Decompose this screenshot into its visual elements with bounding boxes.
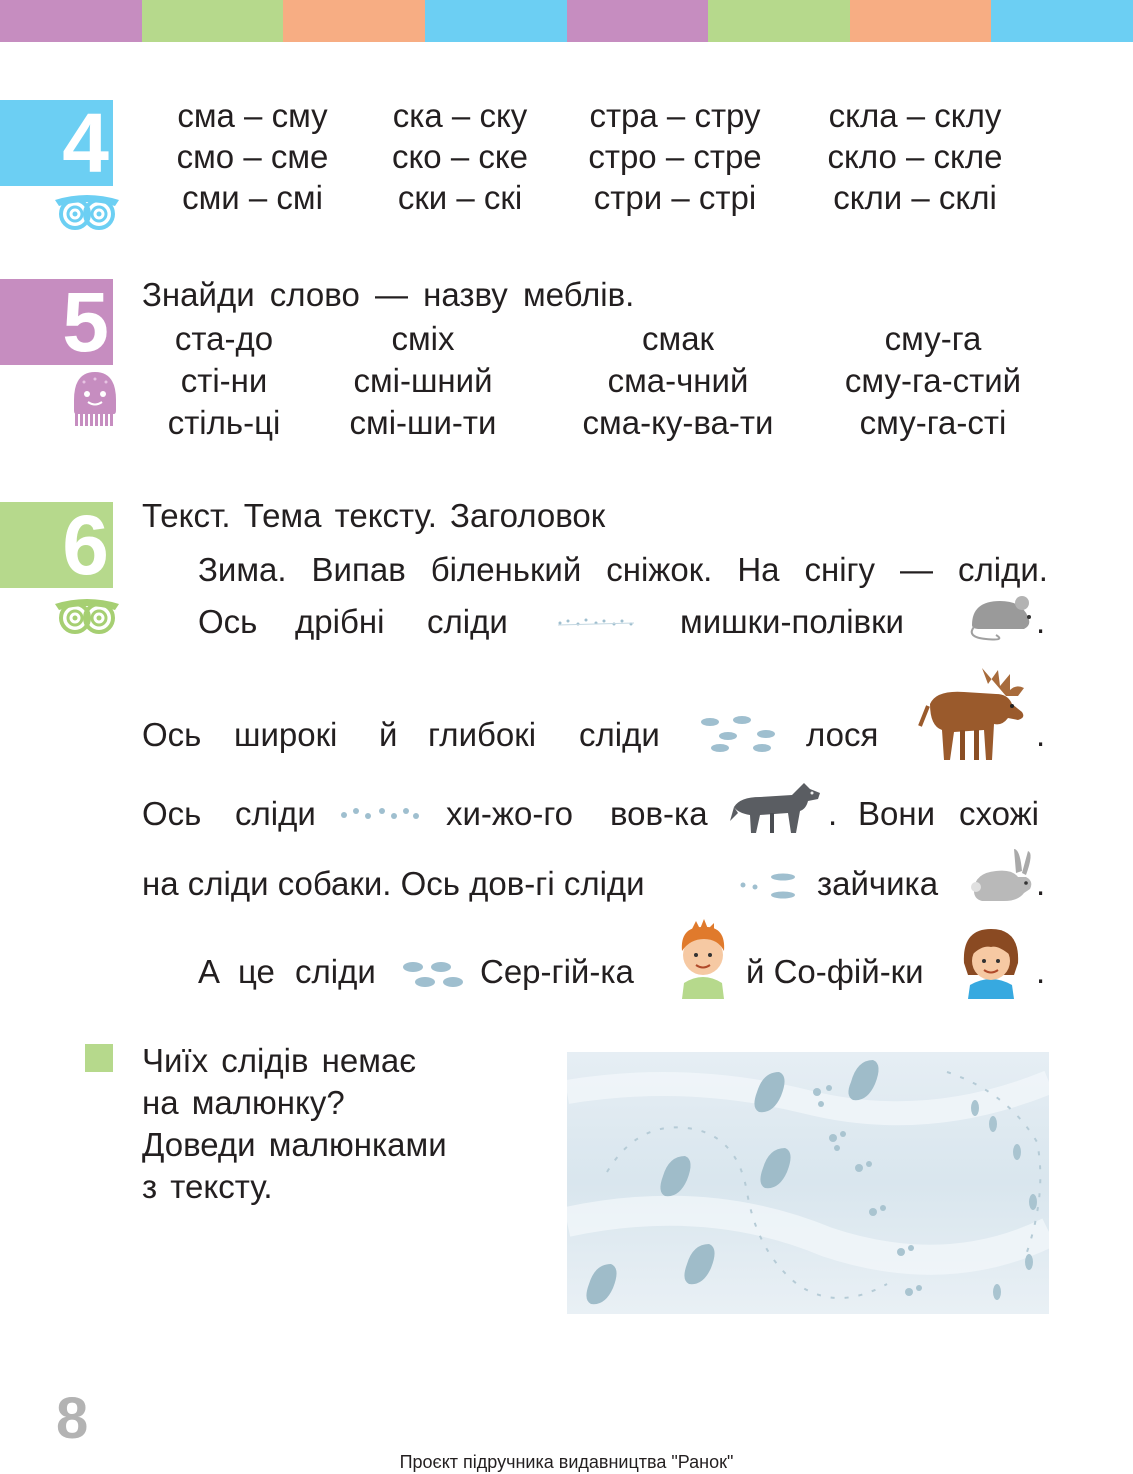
word: сліди.: [958, 551, 1048, 588]
octopus-icon: [70, 370, 120, 428]
stripe-segment: [850, 0, 992, 42]
word: Зима.: [198, 551, 287, 588]
syllable-pair: скло – скле: [827, 138, 1003, 175]
hare-tracks-icon: [739, 869, 801, 901]
question-text: [142, 1040, 447, 1208]
task-6-badge: 6: [0, 502, 113, 588]
word: смі-ши-ти: [349, 404, 497, 441]
task-5-instruction: Знайди слово — назву меблів.: [142, 276, 635, 313]
syllable-row: [140, 136, 1060, 177]
word: смак: [642, 320, 714, 357]
word: .: [828, 795, 838, 832]
word: Сер-гій-ка: [480, 953, 634, 990]
word: хи-жо-го: [446, 795, 574, 832]
word: сліди: [295, 953, 376, 990]
moose-picture: [916, 660, 1036, 770]
stripe-segment: [991, 0, 1133, 42]
syllable-pair: скли – склі: [833, 179, 997, 216]
word: сму-га-сті: [859, 404, 1007, 441]
text-line-1: [198, 551, 1048, 589]
question-marker: [85, 1044, 113, 1072]
stripe-segment: [283, 0, 425, 42]
question-line: з тексту.: [142, 1168, 273, 1205]
word: сма-ку-ва-ти: [582, 404, 774, 441]
word: вов-ка: [610, 795, 708, 832]
syllable-pair: смо – сме: [176, 138, 329, 175]
word: А: [198, 953, 221, 990]
word: сліди: [427, 603, 508, 640]
text-line-3: [142, 716, 1048, 756]
word-row: [140, 318, 1060, 360]
boy-serhiyko-picture: [674, 919, 732, 999]
syllable-row: [140, 95, 1060, 136]
word: широкі: [234, 716, 338, 753]
word: Ось: [142, 795, 202, 832]
word: зайчика: [817, 865, 939, 902]
sentence-end: .: [1036, 603, 1046, 640]
syllable-pair: ско – ске: [391, 138, 528, 175]
word: Випав: [311, 551, 406, 588]
word: це: [238, 953, 275, 990]
text-line-4: [142, 795, 1048, 835]
text-segment: на сліди собаки. Ось дов-гі сліди: [142, 865, 645, 902]
moose-tracks-icon: [698, 714, 782, 754]
stripe-segment: [708, 0, 850, 42]
word: сті-ни: [180, 362, 268, 399]
task-4-syllable-grid: [140, 95, 1060, 218]
task-5-badge: 5: [0, 279, 113, 365]
word: лося: [806, 716, 879, 753]
word: снігу: [804, 551, 876, 588]
syllable-pair: скла – склу: [828, 97, 1002, 134]
syllable-pair: стра – стру: [589, 97, 761, 134]
syllable-pair: сми – смі: [182, 179, 323, 216]
footer-publisher-note: Проєкт підручника видавництва "Ранок": [399, 1452, 734, 1472]
wolf-tracks-icon: [338, 805, 420, 823]
syllable-pair: ска – ску: [392, 97, 528, 134]
sentence-end: .: [1036, 953, 1046, 990]
owl-eyes-icon: [53, 596, 121, 636]
word: Вони: [858, 795, 936, 832]
wolf-picture: [730, 777, 826, 835]
word: Ось: [198, 603, 258, 640]
word: сліди: [235, 795, 316, 832]
syllable-pair: ски – скі: [397, 179, 523, 216]
task-4-badge: 4: [0, 100, 113, 186]
sentence-end: .: [1036, 865, 1046, 902]
word: смі-шний: [353, 362, 493, 399]
word: мишки-полівки: [680, 603, 904, 640]
syllable-pair: стри – стрі: [593, 179, 757, 216]
word: й Со-фій-ки: [746, 953, 924, 990]
text-line-2: [198, 603, 1048, 643]
sentence-end: .: [1036, 716, 1046, 753]
mouse-picture: [966, 589, 1038, 643]
word: сміх: [391, 320, 455, 357]
word: дрібні: [295, 603, 385, 640]
word: —: [900, 551, 934, 588]
girl-sofiyka-picture: [958, 923, 1024, 999]
syllable-pair: стро – стре: [588, 138, 762, 175]
task-5-word-grid: [140, 318, 1060, 444]
top-color-stripe: [0, 0, 1133, 42]
word: сму-га-стий: [844, 362, 1022, 399]
word: й: [379, 716, 398, 753]
question-line: Доведи малюнками: [142, 1126, 447, 1163]
word: глибокі: [428, 716, 537, 753]
word-row: [140, 360, 1060, 402]
word: схожі: [959, 795, 1040, 832]
text-line-5: [142, 865, 1048, 905]
stripe-segment: [425, 0, 567, 42]
stripe-segment: [142, 0, 284, 42]
stripe-segment: [567, 0, 709, 42]
mouse-tracks-icon: [556, 615, 636, 631]
word: сма-чний: [607, 362, 749, 399]
owl-eyes-icon: [53, 192, 121, 232]
word: стіль-ці: [167, 404, 281, 441]
syllable-row: [140, 177, 1060, 218]
text-line-6: [198, 953, 1048, 993]
word: сніжок.: [606, 551, 713, 588]
snow-tracks-picture: [567, 1052, 1049, 1314]
word: сму-га: [884, 320, 982, 357]
word: біленький: [430, 551, 582, 588]
word: сліди: [579, 716, 660, 753]
shoe-tracks-icon: [401, 959, 465, 989]
word: ста-до: [174, 320, 274, 357]
hare-picture: [968, 847, 1038, 905]
task-6-title: Текст. Тема тексту. Заголовок: [142, 497, 606, 534]
page-number: 8: [56, 1386, 89, 1451]
question-line: Чиїх слідів немає: [142, 1042, 417, 1079]
stripe-segment: [0, 0, 142, 42]
syllable-pair: сма – сму: [177, 97, 328, 134]
word: На: [737, 551, 780, 588]
question-line: на малюнку?: [142, 1084, 345, 1121]
word: Ось: [142, 716, 202, 753]
word-row: [140, 402, 1060, 444]
